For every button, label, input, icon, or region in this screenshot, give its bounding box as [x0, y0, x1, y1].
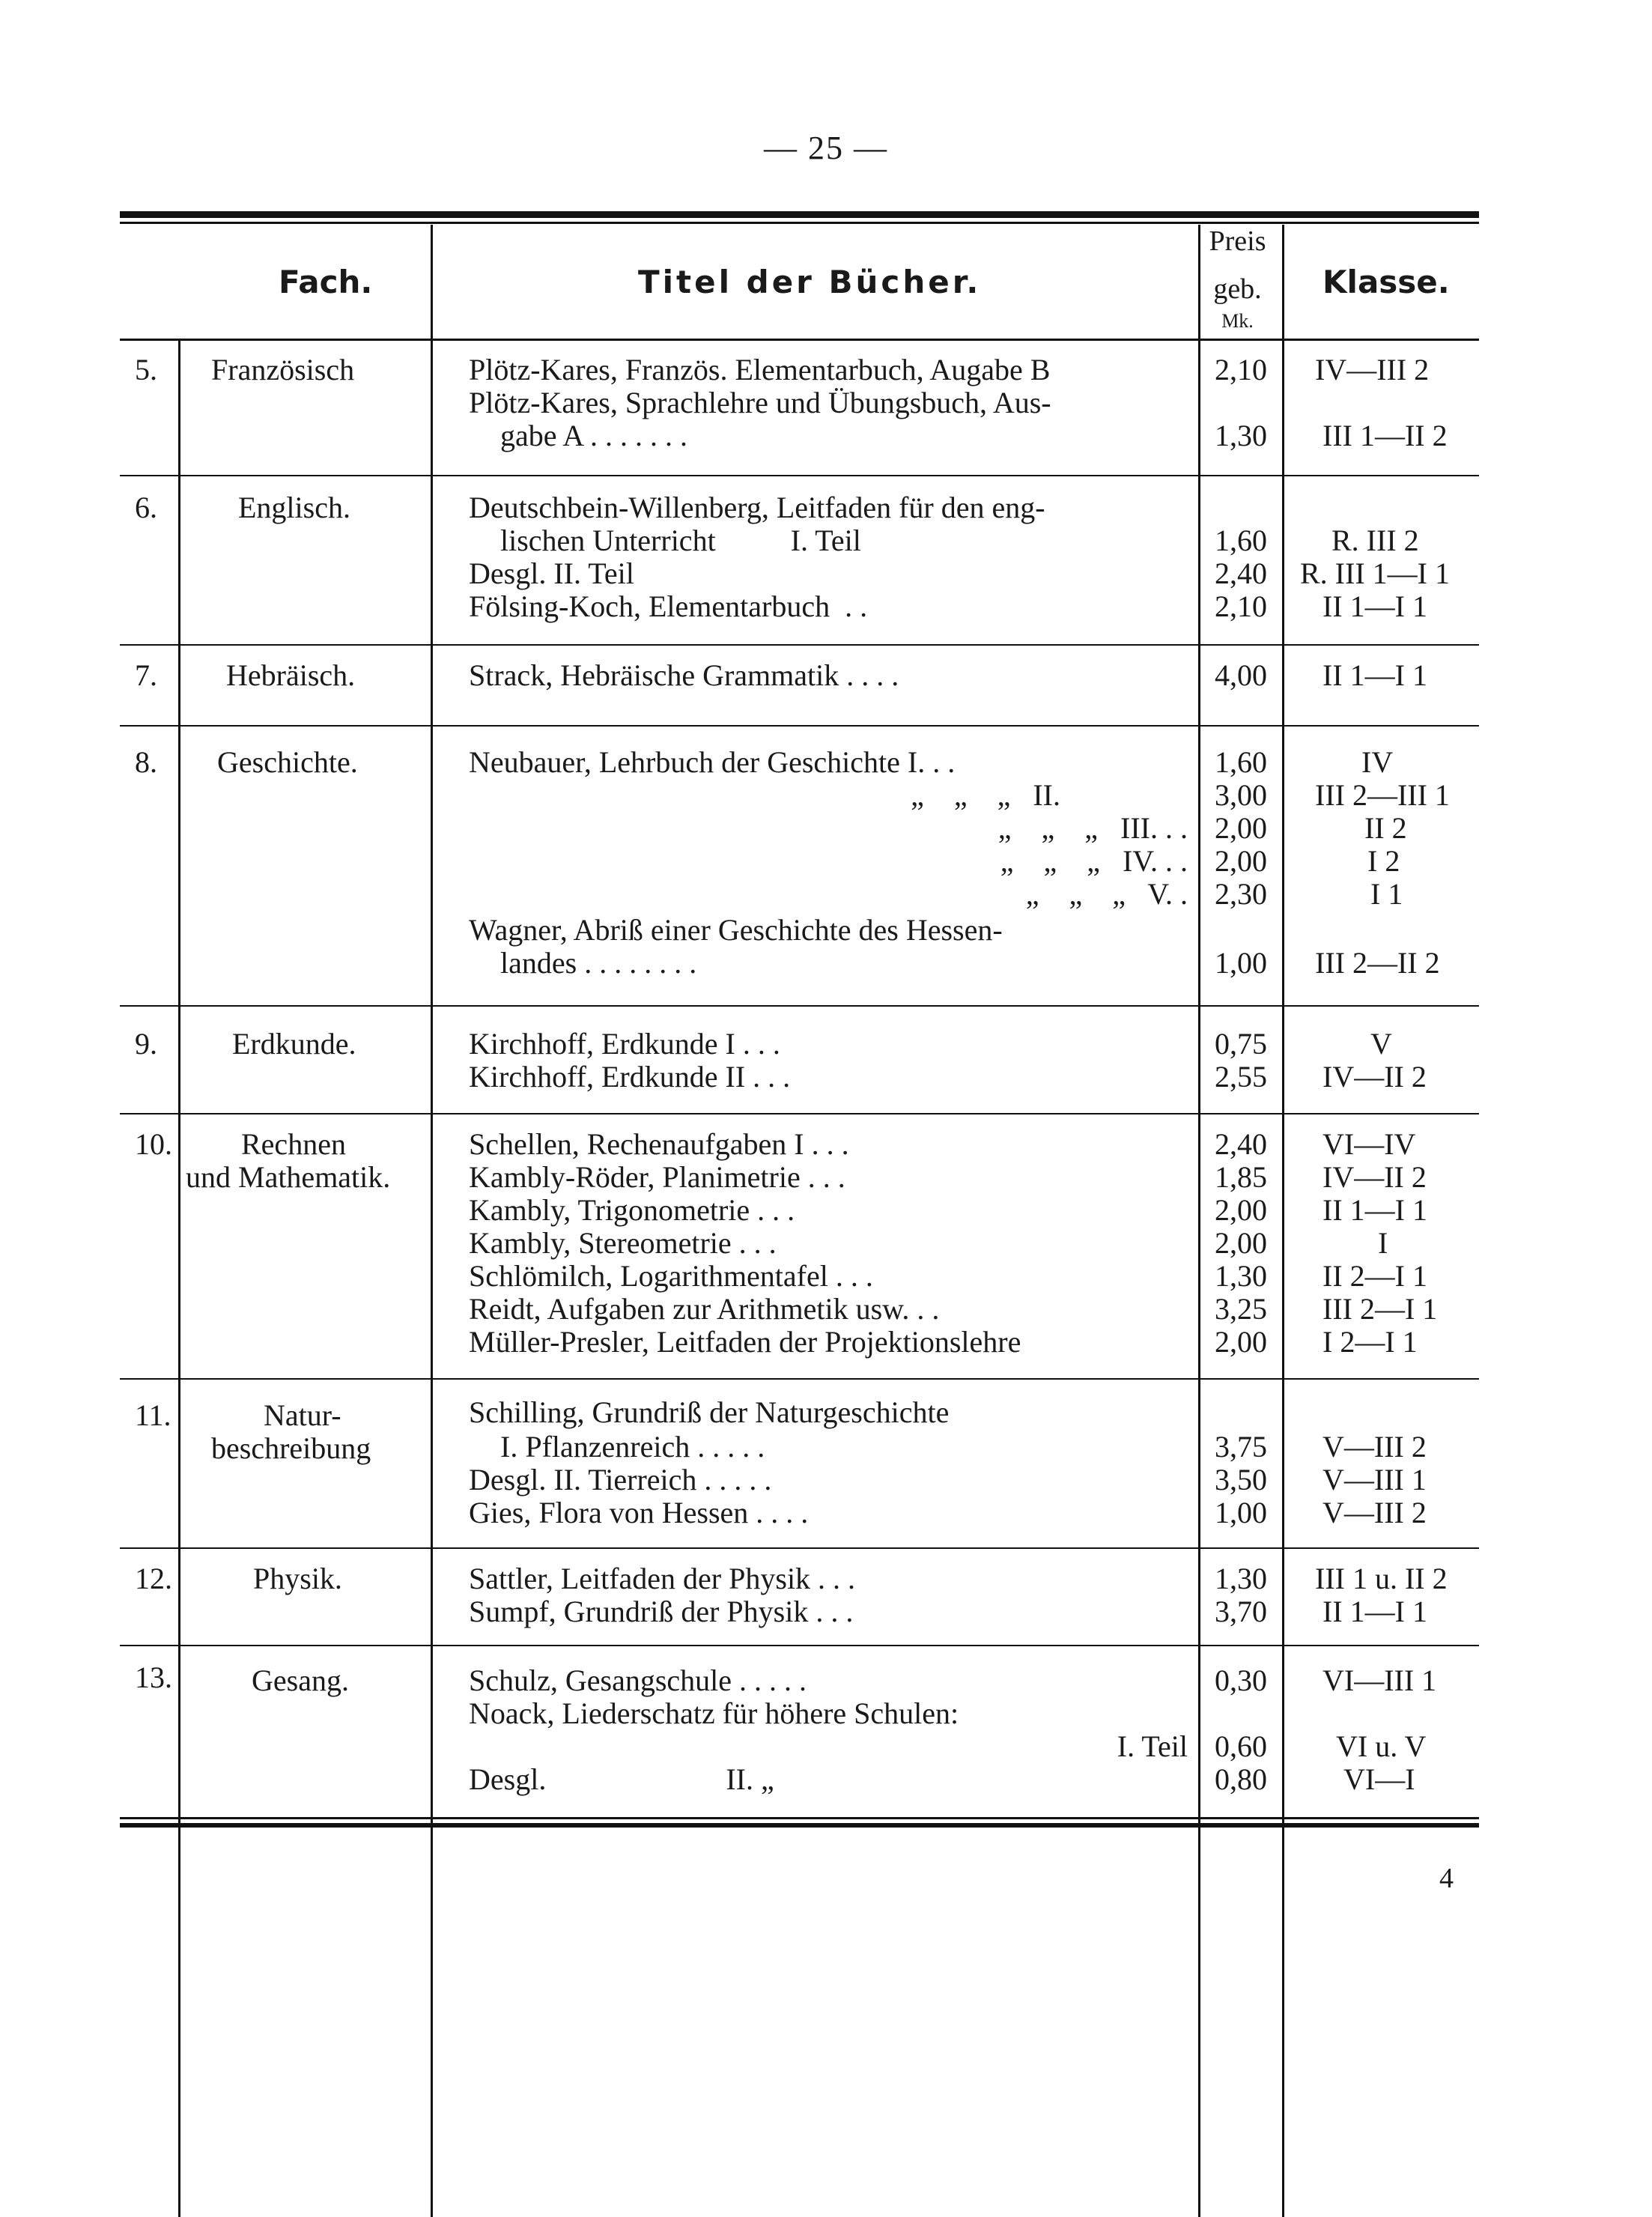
header-preis-geb: geb. — [1213, 273, 1262, 305]
book-price: 1,30 — [1215, 1259, 1267, 1293]
book-price: 2,10 — [1215, 589, 1267, 623]
book-klasse: VI—I — [1343, 1762, 1415, 1796]
book-price: 2,40 — [1215, 556, 1267, 590]
book-price: 3,75 — [1215, 1430, 1267, 1464]
header-klasse: Klasse. — [1322, 264, 1450, 300]
book-price: 0,30 — [1215, 1663, 1267, 1697]
book-title: Kirchhoff, Erdkunde II . . . — [469, 1060, 791, 1094]
row-fach: Geschichte. — [217, 745, 358, 779]
book-title: Kambly, Trigonometrie . . . — [469, 1193, 795, 1227]
book-title: Plötz-Kares, Französ. Elementarbuch, Augabe B — [469, 353, 1051, 386]
book-klasse: V—III 2 — [1322, 1430, 1427, 1464]
book-price: 3,50 — [1215, 1463, 1267, 1496]
book-klasse: II 1—I 1 — [1322, 1595, 1427, 1628]
row-fach: Gesang. — [252, 1663, 349, 1697]
book-price: 1,60 — [1215, 745, 1267, 779]
book-price: 2,40 — [1215, 1127, 1267, 1161]
book-klasse: IV—II 2 — [1322, 1060, 1427, 1094]
book-price: 3,25 — [1215, 1292, 1267, 1326]
book-price: 1,30 — [1215, 419, 1267, 452]
book-price: 4,00 — [1215, 658, 1267, 692]
header-fach: Fach. — [279, 264, 373, 300]
book-price: 3,70 — [1215, 1595, 1267, 1628]
book-title: Plötz-Kares, Sprachlehre und Übungsbuch, Aus- — [469, 386, 1051, 419]
row-separator — [120, 1005, 1479, 1007]
book-klasse: III 2—I 1 — [1322, 1292, 1438, 1326]
book-klasse: VI—III 1 — [1322, 1663, 1437, 1697]
row-separator — [120, 1378, 1479, 1380]
book-price: 2,00 — [1215, 1193, 1267, 1227]
book-title: „ „ „ IV. . . — [1000, 844, 1188, 878]
row-number: 13. — [135, 1661, 172, 1694]
book-klasse: II 1—I 1 — [1322, 1193, 1427, 1227]
book-price: 2,00 — [1215, 811, 1267, 845]
book-price: 0,60 — [1215, 1729, 1267, 1763]
book-price: 3,00 — [1215, 778, 1267, 812]
book-title: Noack, Liederschatz für höhere Schulen: — [469, 1696, 959, 1730]
signature-mark: 4 — [1439, 1863, 1454, 1894]
row-fach: Französisch — [211, 353, 355, 386]
book-title: Wagner, Abriß einer Geschichte des Hessen- — [469, 913, 1003, 947]
page-number: — 25 — — [764, 130, 888, 166]
book-klasse: IV—II 2 — [1322, 1160, 1427, 1194]
book-title: Sumpf, Grundriß der Physik . . . — [469, 1595, 854, 1628]
book-title: Schulz, Gesangschule . . . . . — [469, 1663, 807, 1697]
book-title: I. Teil — [1117, 1729, 1188, 1763]
book-title: Schellen, Rechenaufgaben I . . . — [469, 1127, 849, 1161]
book-klasse: II 2 — [1364, 811, 1407, 845]
book-price: 2,00 — [1215, 1226, 1267, 1260]
book-klasse: III 2—II 2 — [1315, 946, 1440, 980]
row-fach: Erdkunde. — [232, 1027, 356, 1061]
book-title: „ „ „ II. — [911, 778, 1060, 812]
book-title: Neubauer, Lehrbuch der Geschichte I. . . — [469, 745, 956, 779]
row-number: 9. — [135, 1027, 157, 1061]
row-fach: Hebräisch. — [226, 658, 356, 692]
book-klasse: V—III 2 — [1322, 1496, 1427, 1529]
book-klasse: IV—III 2 — [1315, 353, 1430, 386]
top-rule-thin — [120, 222, 1479, 224]
book-price: 2,00 — [1215, 844, 1267, 878]
book-price: 1,30 — [1215, 1562, 1267, 1595]
col-line-fach — [431, 225, 433, 2217]
row-number: 7. — [135, 658, 157, 692]
row-separator — [120, 644, 1479, 646]
book-klasse: VI u. V — [1336, 1729, 1427, 1763]
book-price: 0,80 — [1215, 1762, 1267, 1796]
book-klasse: R. III 2 — [1331, 524, 1419, 557]
row-number: 10. — [135, 1127, 172, 1161]
book-klasse: IV — [1361, 745, 1394, 779]
book-title: Kirchhoff, Erdkunde I . . . — [469, 1027, 780, 1061]
row-number: 8. — [135, 745, 157, 779]
row-number: 5. — [135, 353, 157, 386]
book-title: Reidt, Aufgaben zur Arithmetik usw. . . — [469, 1292, 940, 1326]
book-klasse: III 1 u. II 2 — [1315, 1562, 1448, 1595]
book-title: „ „ „ V. . — [1025, 877, 1188, 911]
row-fach-line2: beschreibung — [211, 1431, 371, 1465]
row-separator — [120, 1547, 1479, 1549]
bottom-rule-thin — [120, 1817, 1479, 1819]
row-number: 12. — [135, 1562, 172, 1595]
row-number: 6. — [135, 491, 157, 524]
col-line-num — [178, 341, 180, 2217]
book-title: Müller-Presler, Leitfaden der Projektionslehre — [469, 1325, 1021, 1359]
book-klasse: II 2—I 1 — [1322, 1259, 1427, 1293]
book-title: Desgl. II. „ — [469, 1762, 774, 1796]
book-price: 2,30 — [1215, 877, 1267, 911]
book-klasse: I 2 — [1367, 844, 1400, 878]
book-price: 2,55 — [1215, 1060, 1267, 1094]
header-rule — [120, 339, 1479, 341]
book-klasse: I 2—I 1 — [1322, 1325, 1418, 1359]
book-title: Gies, Flora von Hessen . . . . — [469, 1496, 809, 1529]
book-title: lischen Unterricht I. Teil — [500, 524, 861, 557]
book-title: Strack, Hebräische Grammatik . . . . — [469, 658, 899, 692]
book-price: 0,75 — [1215, 1027, 1267, 1061]
book-klasse: V — [1370, 1027, 1392, 1061]
row-fach: Natur- — [264, 1398, 341, 1432]
book-price: 1,85 — [1215, 1160, 1267, 1194]
book-price: 2,00 — [1215, 1325, 1267, 1359]
book-title: „ „ „ III. . . — [997, 811, 1188, 845]
book-title: Desgl. II. Teil — [469, 556, 634, 590]
book-title: I. Pflanzenreich . . . . . — [500, 1430, 765, 1464]
row-separator — [120, 475, 1479, 476]
book-title: landes . . . . . . . . — [500, 946, 697, 980]
row-fach: Englisch. — [238, 491, 350, 524]
book-klasse: III 1—II 2 — [1322, 419, 1448, 452]
row-number: 11. — [135, 1398, 171, 1432]
book-title: Deutschbein-Willenberg, Leitfaden für den eng- — [469, 491, 1045, 524]
book-title: Kambly, Stereometrie . . . — [469, 1226, 777, 1260]
book-title: Fölsing-Koch, Elementarbuch . . — [469, 589, 868, 623]
book-klasse: III 2—III 1 — [1315, 778, 1450, 812]
row-fach: Physik. — [253, 1562, 342, 1595]
book-klasse: I 1 — [1370, 877, 1403, 911]
header-preis: Preis — [1209, 225, 1266, 257]
header-titel: Titel der Bücher. — [638, 264, 982, 300]
book-klasse: VI—IV — [1322, 1127, 1416, 1161]
book-title: Desgl. II. Tierreich . . . . . — [469, 1463, 772, 1496]
header-preis-mk: Mk. — [1221, 310, 1254, 332]
bottom-rule-thick — [120, 1823, 1479, 1828]
col-line-preis — [1282, 225, 1284, 2217]
row-separator — [120, 1113, 1479, 1114]
book-title: Schilling, Grundriß der Naturgeschichte — [469, 1395, 950, 1429]
book-klasse: II 1—I 1 — [1322, 589, 1427, 623]
row-separator — [120, 1645, 1479, 1646]
book-title: gabe A . . . . . . . — [500, 419, 687, 452]
book-price: 1,00 — [1215, 946, 1267, 980]
book-klasse: R. III 1—I 1 — [1300, 556, 1450, 590]
book-title: Kambly-Röder, Planimetrie . . . — [469, 1160, 845, 1194]
book-klasse: V—III 1 — [1322, 1463, 1427, 1496]
top-rule-thick — [120, 211, 1479, 218]
book-price: 1,00 — [1215, 1496, 1267, 1529]
book-price: 1,60 — [1215, 524, 1267, 557]
row-fach-line2: und Mathematik. — [186, 1160, 391, 1194]
book-price: 2,10 — [1215, 353, 1267, 386]
book-title: Sattler, Leitfaden der Physik . . . — [469, 1562, 856, 1595]
row-fach: Rechnen — [241, 1127, 346, 1161]
row-separator — [120, 725, 1479, 727]
book-klasse: I — [1378, 1226, 1388, 1260]
book-klasse: II 1—I 1 — [1322, 658, 1427, 692]
book-title: Schlömilch, Logarithmentafel . . . — [469, 1259, 873, 1293]
